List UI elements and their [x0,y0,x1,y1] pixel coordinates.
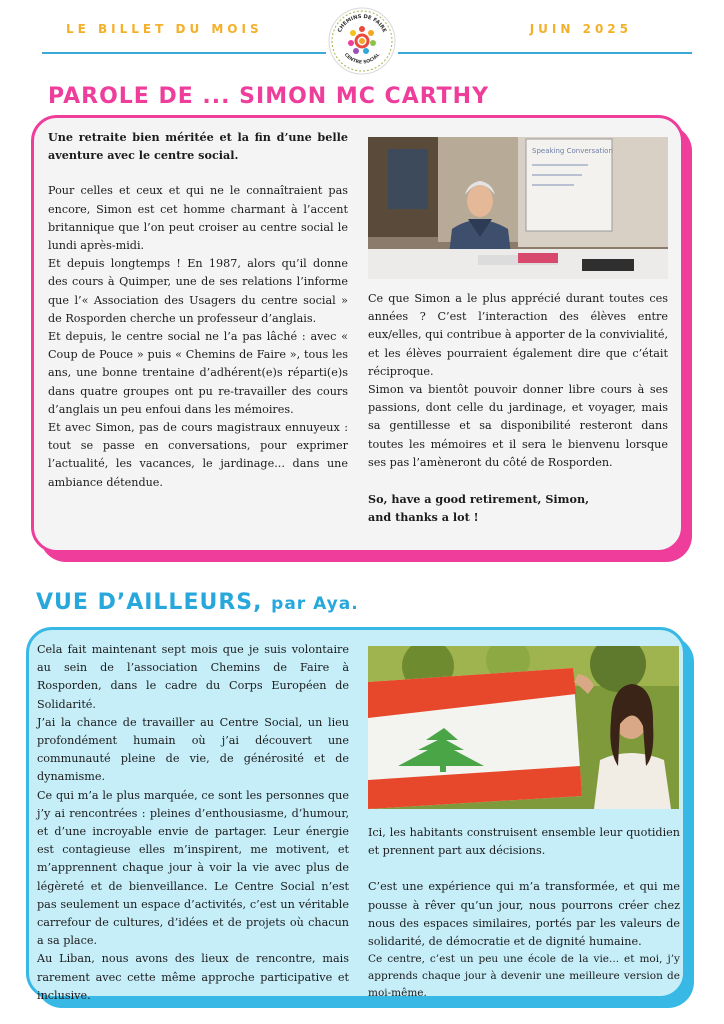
header-rule-left [42,52,326,54]
section1-title: PAROLE DE ... SIMON MC CARTHY [48,84,490,109]
header-rule-right [398,52,692,54]
section2-title-text: VUE D’AILLEURS, [36,590,263,615]
section1-column-left [48,128,348,492]
section2-paragraph: Ce centre, c’est un peu une école de la vie... et moi, j’y apprends chaque jour à devenir une meilleure version de moi-même. [368,953,680,1000]
section1-paragraph: Pour celles et ceux et qui ne le connaîtraient pas encore, Simon est cet homme charmant à l’accent britannique que l’on peut croiser au centre social le lundi après-midi. [48,184,348,253]
section1-paragraph: Et depuis longtemps ! En 1987, alors qu’il donne des cours à Quimper, une de ses relations l’informe que l’« Association des Usagers du centre social » de Rosporden cherche un professeur d’anglais. [48,257,348,325]
logo-top-text: CHEMINS DE FAIRE [336,13,388,34]
section1-paragraph: Ce que Simon a le plus apprécié durant toutes ces années ? C’est l’interaction des élèves entre eux/elles, qui contribue à apporter de la convivialité, et les élèves pourraient également dire que c’était réciproque. [368,292,668,378]
section1-paragraph: Et avec Simon, pas de cours magistraux ennuyeux : tout se passe en conversations, pour exprimer l’actualité, les vacances, le jardinage... dans une ambiance détendue. [48,421,348,489]
logo-bottom-text: CENTRE SOCIAL [342,52,382,66]
section1-paragraph: Et depuis, le centre social ne l’a pas lâché : avec « Coup de Pouce » puis « Chemins de Faire », tous les ans, une bonne trentaine d’adhérent(e)s réparti(e)s dans quatre groupes ont pu re-travailler des cours d’anglais un peu enfoui dans les mémoires. [48,330,348,416]
header-title: LE BILLET DU MOIS [66,22,263,36]
section1-paragraph: Simon va bientôt pouvoir donner libre cours à ses passions, dont celle du jardinage, et voyager, mais sa gentillesse et sa disponibilité resteront dans toutes les mémoires et il sera le bienvenu lorsque ses pas l’amèneront du côté de Rosporden. [368,383,668,469]
signoff-line: So, have a good retirement, Simon, [368,492,589,507]
section1-column-right [368,290,668,526]
section2-paragraph: J’ai la chance de travailler au Centre Social, un lieu profondément humain où j’ai découvert une communauté pleine de vie, de générosité et de dynamisme. [37,715,349,784]
signoff-line: and thanks a lot ! [368,510,479,525]
section2-column-left [37,641,349,1005]
header-date: JUIN 2025 [529,22,632,36]
section2-byline: par Aya. [271,594,359,614]
whiteboard-text: Speaking Conversation [532,147,613,155]
section2-paragraph: C’est une expérience qui m’a transformée, et qui me pousse à rêver qu’un jour, nous pourrons créer chez nous des espaces similaires, portés par les valeurs de solidarité, de démocratie et de dignité humaine. [368,880,680,949]
section2-paragraph: Ce qui m’a le plus marquée, ce sont les personnes que j’y ai rencontrées : pleines d’enthousiasme, d’humour, et d’une incroyable envie de partager. Leur énergie est contagieuse elles m’inspirent, me motivent, et m’apprennent chaque jour à voir la vie avec plus de légèreté et de bienveillance. Le Centre Social n’est pas seulement un espace d’activités, c’est un véritable carrefour de cultures, d’idées et de projets où chacun a sa place. [37,788,349,948]
section2-paragraph: Ici, les habitants construisent ensemble leur quotidien et prennent part aux décisions. [368,826,680,858]
chemins-de-faire-logo [327,6,397,76]
section2-paragraph: Cela fait maintenant sept mois que je suis volontaire au sein de l’association Chemins de Faire à Rosporden, dans le cadre du Corps Européen de Solidarité. [37,643,349,711]
simon-photo [368,137,668,279]
section2-title [36,590,359,615]
section2-paragraph: Au Liban, nous avons des lieux de rencontre, mais rarement avec cette même approche participative et inclusive. [37,952,349,1002]
section2-column-right [368,824,680,1002]
aya-lebanon-flag-photo [368,646,679,809]
section1-lead: Une retraite bien méritée et la fin d’une belle aventure avec le centre social. [48,130,348,163]
